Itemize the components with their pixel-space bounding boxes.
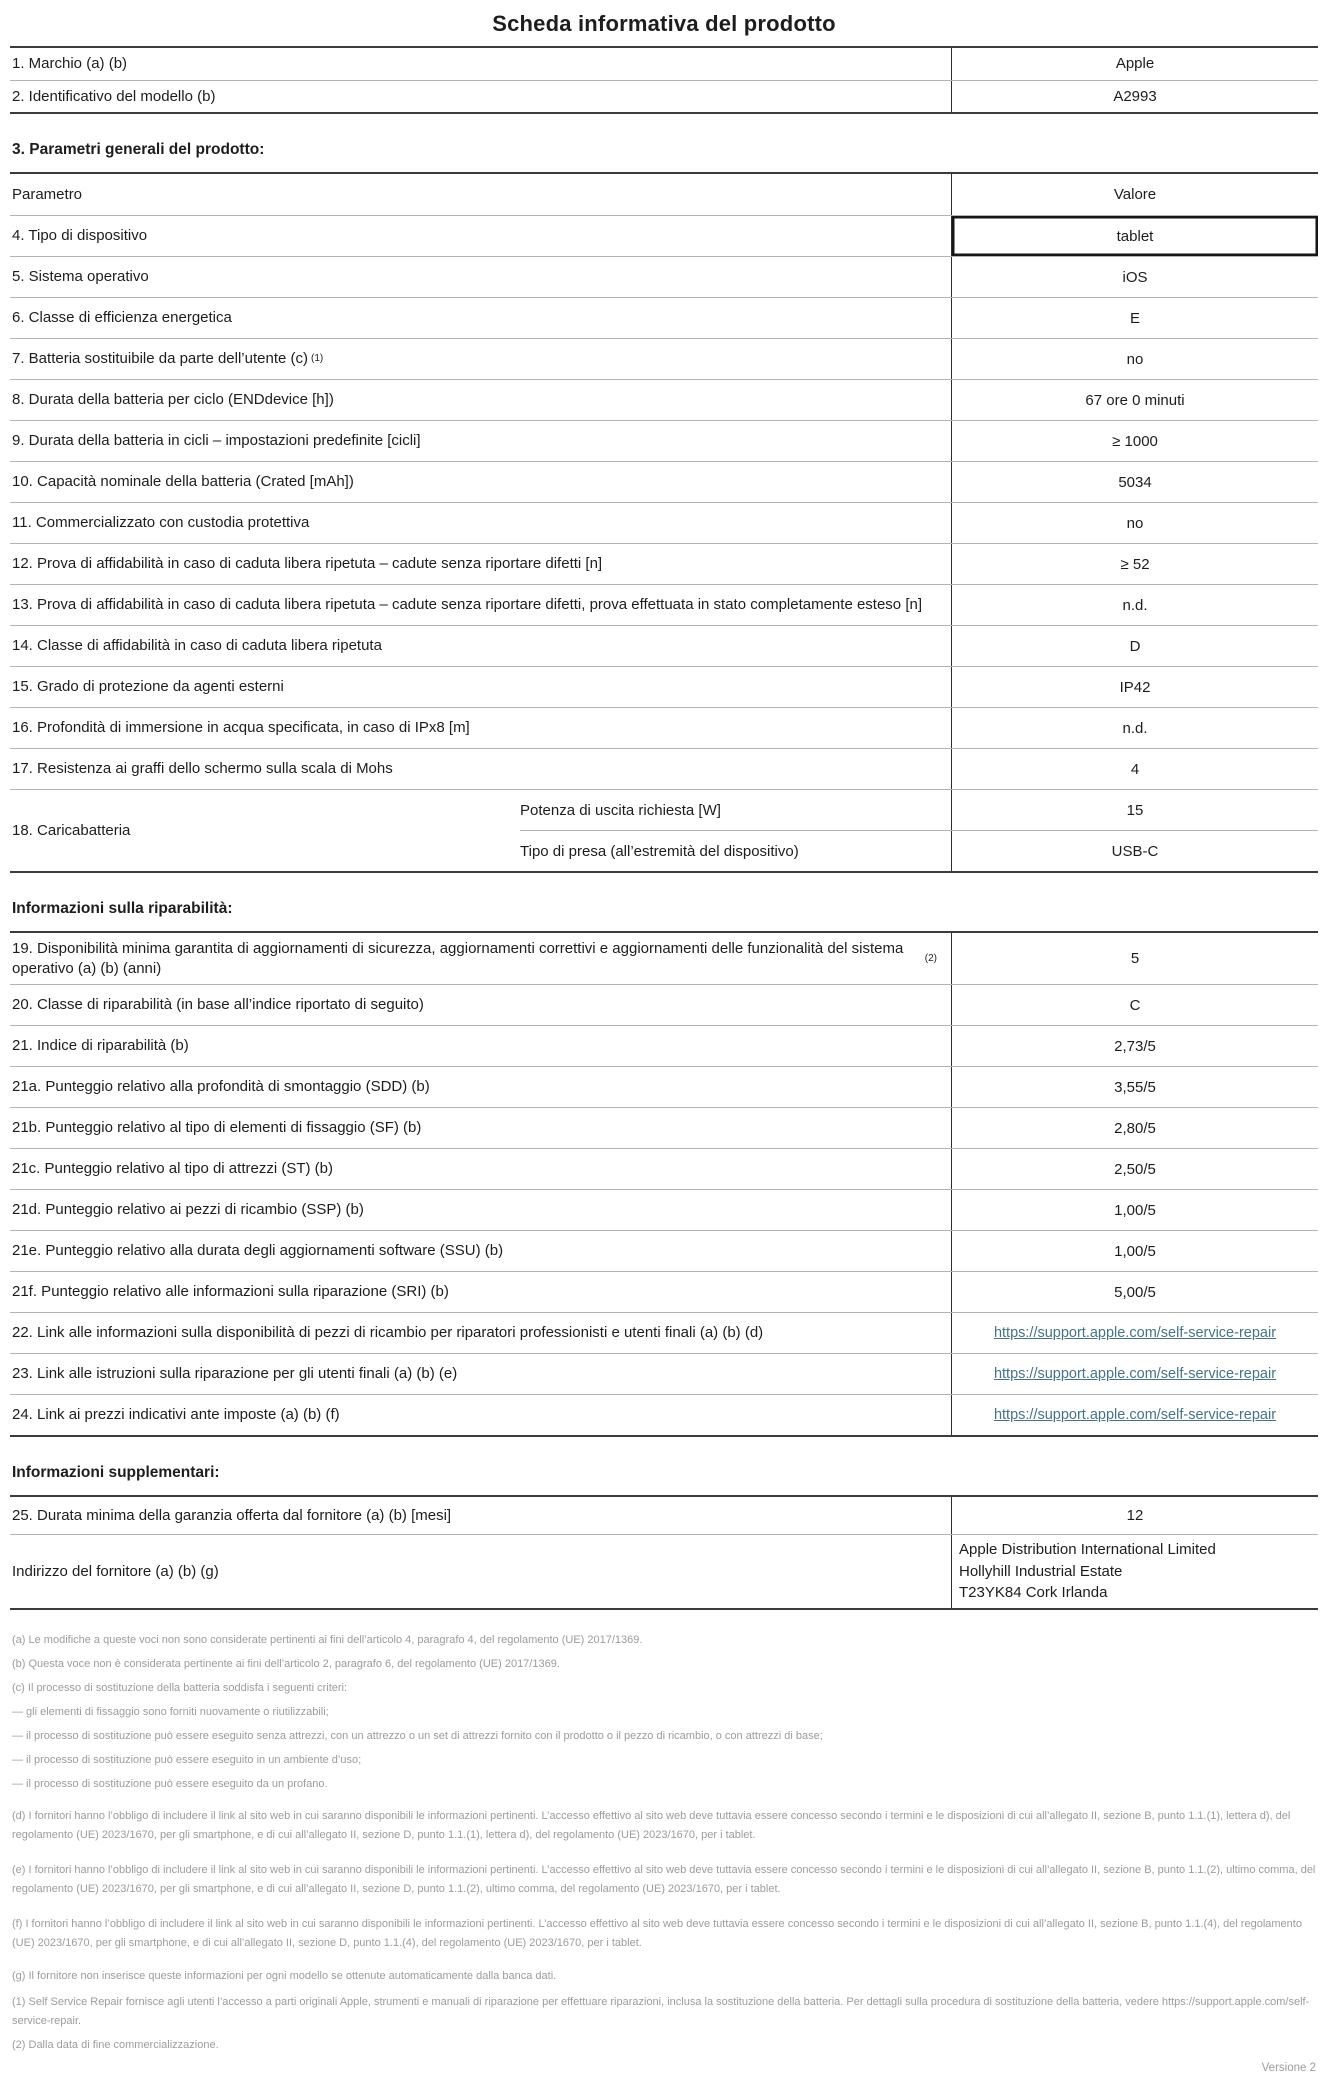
table-header-row bbox=[10, 174, 1318, 215]
table-row-device-type bbox=[10, 215, 1318, 256]
row-label: 22. Link alle informazioni sulla disponibilità di pezzi di ricambio per riparatori professionisti e utenti finali (a) (b) (d) bbox=[12, 1324, 764, 1342]
row-value: n.d. bbox=[951, 585, 1318, 625]
row-label: 8. Durata della batteria per ciclo (ENDdevice [h]) bbox=[12, 391, 334, 409]
row-value: iOS bbox=[951, 257, 1318, 297]
row-label: 5. Sistema operativo bbox=[12, 268, 149, 286]
row-value: 2,80/5 bbox=[951, 1108, 1318, 1148]
row-value bbox=[951, 1354, 1318, 1394]
general-parameters-table bbox=[10, 172, 1318, 873]
row-label-text: 7. Batteria sostituibile da parte dell’utente (c) bbox=[12, 350, 308, 368]
row-value: E bbox=[951, 298, 1318, 338]
row-value-highlighted: tablet bbox=[951, 216, 1318, 256]
row-value: 4 bbox=[951, 749, 1318, 789]
row-label: 13. Prova di affidabilità in caso di caduta libera ripetuta – cadute senza riportare difetti, prova effettuata in stato completamente esteso [n] bbox=[12, 596, 922, 614]
version-label: Versione 2 bbox=[1261, 2061, 1316, 2074]
row-value: 3,55/5 bbox=[951, 1067, 1318, 1107]
table-row-repair-instructions-link bbox=[10, 1353, 1318, 1394]
table-row-spare-parts-link bbox=[10, 1312, 1318, 1353]
table-row-warranty bbox=[10, 1497, 1318, 1534]
row-value: D bbox=[951, 626, 1318, 666]
footnote-c-bullet: — il processo di sostituzione può essere eseguito senza attrezzi, con un attrezzo o un set di attrezzi fornito con il prodotto o il pezzo di ricambio, o con attrezzi di base; bbox=[12, 1729, 823, 1742]
table-row-drop-test-extended bbox=[10, 584, 1318, 625]
row-label: 15. Grado di protezione da agenti esterni bbox=[12, 678, 284, 696]
row-label: 2. Identificativo del modello (b) bbox=[12, 87, 216, 105]
section-heading-general: 3. Parametri generali del prodotto: bbox=[12, 141, 265, 158]
row-value: 1,00/5 bbox=[951, 1231, 1318, 1271]
row-value: IP42 bbox=[951, 667, 1318, 707]
table-row-os bbox=[10, 256, 1318, 297]
row-value: A2993 bbox=[951, 81, 1318, 113]
row-value: C bbox=[951, 985, 1318, 1025]
row-label: 16. Profondità di immersione in acqua specificata, in caso di IPx8 [m] bbox=[12, 719, 470, 737]
charger-output-row bbox=[520, 790, 1318, 830]
row-label: 21f. Punteggio relativo alle informazioni sulla riparazione (SRI) (b) bbox=[12, 1283, 449, 1301]
table-row-battery-endurance bbox=[10, 379, 1318, 420]
row-label: 17. Resistenza ai graffi dello schermo sulla scala di Mohs bbox=[12, 760, 393, 778]
table-row-protective-cover bbox=[10, 502, 1318, 543]
row-label: 21d. Punteggio relativo ai pezzi di ricambio (SSP) (b) bbox=[12, 1201, 364, 1219]
table-row-battery-replaceable bbox=[10, 338, 1318, 379]
row-label: 7. Batteria sostituibile da parte dell’utente (c) (1) bbox=[12, 350, 324, 368]
row-value: 5034 bbox=[951, 462, 1318, 502]
row-value: 2,50/5 bbox=[951, 1149, 1318, 1189]
footnote-1: (1) Self Service Repair fornisce agli utenti l’accesso a parti originali Apple, strumenti e manuali di riparazione per effettuare riparazioni, inclusa la sostituzione della batteria. Per dettagli sulla procedura di sostituzione della batteria, vedere https://support.apple.com/self-service-repair. bbox=[12, 1995, 1310, 2027]
row-label: 19. Disponibilità minima garantita di aggiornamenti di sicurezza, aggiornamenti correttivi e aggiornamenti delle funzionalità del sistema operativo (a) (b) (anni) (2) bbox=[12, 940, 937, 977]
table-row-immersion-depth bbox=[10, 707, 1318, 748]
row-label: 4. Tipo di dispositivo bbox=[12, 227, 148, 245]
row-value bbox=[951, 1313, 1318, 1353]
footnotes bbox=[10, 1633, 1318, 2053]
table-row-supplier-address bbox=[10, 1534, 1318, 1608]
table-row-energy-class bbox=[10, 297, 1318, 338]
footnote-c-bullet: — gli elementi di fissaggio sono forniti nuovamente o riutilizzabili; bbox=[12, 1705, 329, 1718]
supplier-address-line: Apple Distribution International Limited bbox=[959, 1541, 1216, 1558]
self-service-repair-link[interactable]: https://support.apple.com/self-service-repair bbox=[993, 1324, 1277, 1341]
table-row-repair-class bbox=[10, 984, 1318, 1025]
row-value: 1,00/5 bbox=[951, 1190, 1318, 1230]
footnote-c: (c) Il processo di sostituzione della batteria soddisfa i seguenti criteri: bbox=[12, 1681, 348, 1694]
charger-plug-row bbox=[520, 830, 1318, 871]
table-row-score-sf bbox=[10, 1107, 1318, 1148]
row-value: 2,73/5 bbox=[951, 1026, 1318, 1066]
table-row-repair-index bbox=[10, 1025, 1318, 1066]
footnote-d: (d) I fornitori hanno l’obbligo di includere il link al sito web in cui saranno disponibili le informazioni pertinenti. L’accesso effettivo al sito web deve tuttavia essere concesso secondo i termini e le disposizioni di cui all’allegato II, sezione B, punto 1.1.(1), lettera d), del regolamento (UE) 2023/1670, per gli smartphone, e di cui all’allegato II, sezione D, punto 1.1.(1), lettera d), del regolamento (UE) 2023/1670, per i tablet. bbox=[12, 1809, 1291, 1841]
row-label: 12. Prova di affidabilità in caso di caduta libera ripetuta – cadute senza riportare difetti [n] bbox=[12, 555, 603, 573]
table-row-score-sri bbox=[10, 1271, 1318, 1312]
row-label: 1. Marchio (a) (b) bbox=[12, 55, 128, 72]
row-label: Indirizzo del fornitore (a) (b) (g) bbox=[12, 1562, 219, 1580]
row-label: 6. Classe di efficienza energetica bbox=[12, 309, 232, 327]
supplementary-table bbox=[10, 1495, 1318, 1610]
footnote-e: (e) I fornitori hanno l’obbligo di includere il link al sito web in cui saranno disponibili le informazioni pertinenti. L’accesso effettivo al sito web deve tuttavia essere concesso secondo i termini e le disposizioni di cui all’allegato II, sezione B, punto 1.1.(2), ultimo comma, del regolamento (UE) 2023/1670, per gli smartphone, e di cui all’allegato II, sezione D, punto 1.1.(2), ultimo comma, del regolamento (UE) 2023/1670, per i tablet. bbox=[12, 1863, 1316, 1895]
table-row-brand bbox=[10, 48, 1318, 80]
table-row-drop-class bbox=[10, 625, 1318, 666]
footnote-2: (2) Dalla data di fine commercializzazione. bbox=[12, 2038, 219, 2051]
footnote-a: (a) Le modifiche a queste voci non sono considerate pertinenti ai fini dell’articolo 4, paragrafo 4, del regolamento (UE) 2017/1369. bbox=[12, 1633, 643, 1646]
row-label: 21a. Punteggio relativo alla profondità di smontaggio (SDD) (b) bbox=[12, 1078, 430, 1096]
supplier-address bbox=[959, 1539, 1216, 1604]
sub-row-label: Tipo di presa (all’estremità del dispositivo) bbox=[520, 842, 799, 860]
row-value: 67 ore 0 minuti bbox=[951, 380, 1318, 420]
table-row-model bbox=[10, 80, 1318, 113]
charger-subtable bbox=[520, 790, 1318, 871]
row-value: no bbox=[951, 503, 1318, 543]
row-label: 25. Durata minima della garanzia offerta dal fornitore (a) (b) [mesi] bbox=[12, 1506, 452, 1524]
table-row-pretax-prices-link bbox=[10, 1394, 1318, 1435]
row-value: 12 bbox=[951, 1497, 1318, 1534]
column-header-parametro: Parametro bbox=[12, 185, 83, 203]
row-label: 24. Link ai prezzi indicativi ante imposte (a) (b) (f) bbox=[12, 1406, 340, 1424]
table-row-battery-capacity bbox=[10, 461, 1318, 502]
row-value: 5,00/5 bbox=[951, 1272, 1318, 1312]
table-row-mohs-scratch bbox=[10, 748, 1318, 789]
section-heading-supplementary: Informazioni supplementari: bbox=[12, 1464, 220, 1481]
table-row-ingress-protection bbox=[10, 666, 1318, 707]
row-label: 21c. Punteggio relativo al tipo di attrezzi (ST) (b) bbox=[12, 1160, 333, 1178]
footnote-f: (f) I fornitori hanno l’obbligo di includere il link al sito web in cui saranno disponibili le informazioni pertinenti. L’accesso effettivo al sito web deve tuttavia essere concesso secondo i termini e le disposizioni di cui all’allegato II, sezione B, punto 1.1.(4), del regolamento (UE) 2023/1670, per gli smartphone, e di cui all’allegato II, sezione D, punto 1.1.(4), del regolamento (UE) 2023/1670, per i tablet. bbox=[12, 1917, 1302, 1949]
footnote-b: (b) Questa voce non è considerata pertinente ai fini dell’articolo 2, paragrafo 6, del regolamento (UE) 2017/1369. bbox=[12, 1657, 560, 1670]
row-value: Apple bbox=[951, 48, 1318, 80]
row-label: 21b. Punteggio relativo al tipo di elementi di fissaggio (SF) (b) bbox=[12, 1119, 422, 1137]
row-value: ≥ 1000 bbox=[951, 421, 1318, 461]
row-label: 18. Caricabatteria bbox=[12, 822, 131, 839]
row-label: 11. Commercializzato con custodia protettiva bbox=[12, 514, 310, 532]
table-row-score-ssp bbox=[10, 1189, 1318, 1230]
product-information-sheet bbox=[0, 11, 1328, 2100]
table-row-updates-guarantee bbox=[10, 933, 1318, 984]
row-value bbox=[951, 1395, 1318, 1435]
column-header-valore: Valore bbox=[951, 174, 1318, 215]
row-label: 10. Capacità nominale della batteria (Crated [mAh]) bbox=[12, 473, 354, 491]
repairability-table bbox=[10, 931, 1318, 1437]
row-value: no bbox=[951, 339, 1318, 379]
sub-row-value: USB-C bbox=[951, 831, 1318, 871]
section-heading-repairability: Informazioni sulla riparabilità: bbox=[12, 900, 233, 917]
page-title: Scheda informativa del prodotto bbox=[492, 11, 836, 36]
table-row-score-sdd bbox=[10, 1066, 1318, 1107]
self-service-repair-link[interactable]: https://support.apple.com/self-service-repair bbox=[993, 1365, 1277, 1382]
row-label: 21. Indice di riparabilità (b) bbox=[12, 1037, 189, 1055]
row-value bbox=[951, 1535, 1318, 1608]
row-label: 23. Link alle istruzioni sulla riparazione per gli utenti finali (a) (b) (e) bbox=[12, 1365, 458, 1383]
supplier-address-line: Hollyhill Industrial Estate bbox=[959, 1562, 1123, 1580]
row-value: n.d. bbox=[951, 708, 1318, 748]
sub-row-value: 15 bbox=[951, 790, 1318, 830]
table-row-score-ssu bbox=[10, 1230, 1318, 1271]
row-label: 21e. Punteggio relativo alla durata degli aggiornamenti software (SSU) (b) bbox=[12, 1242, 504, 1260]
row-label: 14. Classe di affidabilità in caso di caduta libera ripetuta bbox=[12, 637, 382, 655]
footnote-c-bullet: — il processo di sostituzione può essere eseguito in un ambiente d’uso; bbox=[12, 1753, 362, 1766]
identification-table bbox=[10, 46, 1318, 114]
row-label: 9. Durata della batteria in cicli – impostazioni predefinite [cicli] bbox=[12, 432, 421, 450]
row-label: 20. Classe di riparabilità (in base all’indice riportato di seguito) bbox=[12, 996, 424, 1014]
table-row-battery-cycles bbox=[10, 420, 1318, 461]
table-row-score-st bbox=[10, 1148, 1318, 1189]
footnote-g: (g) Il fornitore non inserisce queste informazioni per ogni modello se ottenute automaticamente dalla banca dati. bbox=[12, 1969, 557, 1982]
sub-row-label: Potenza di uscita richiesta [W] bbox=[520, 801, 721, 819]
row-value: ≥ 52 bbox=[951, 544, 1318, 584]
row-label-text: 19. Disponibilità minima garantita di aggiornamenti di sicurezza, aggiornamenti correttivi e aggiornamenti delle funzionalità del sistema operativo (a) (b) (anni) bbox=[12, 940, 904, 977]
table-row-charger bbox=[10, 789, 1318, 871]
table-row-drop-test bbox=[10, 543, 1318, 584]
supplier-address-line: T23YK84 Cork Irlanda bbox=[959, 1584, 1108, 1601]
row-value: 5 bbox=[951, 933, 1318, 984]
footnote-c-bullet: — il processo di sostituzione può essere eseguito da un profano. bbox=[12, 1777, 328, 1790]
self-service-repair-link[interactable]: https://support.apple.com/self-service-repair bbox=[993, 1406, 1277, 1423]
